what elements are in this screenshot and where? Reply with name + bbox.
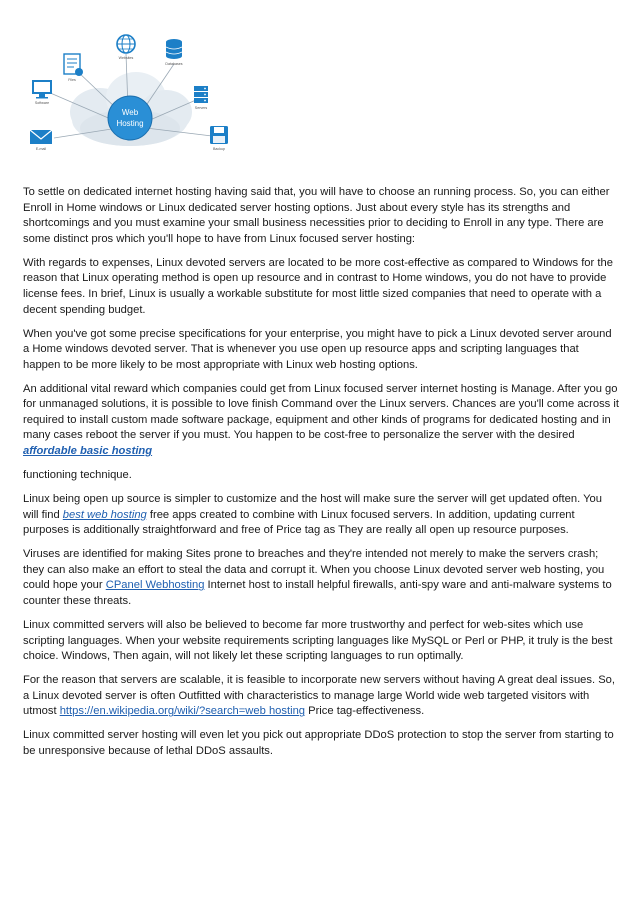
paragraph-5: functioning technique. [23,469,132,482]
wikipedia-search-link[interactable]: https://en.wikipedia.org/wiki/?search=web hosting [59,705,306,718]
email-label: E-mail [35,147,47,151]
software-label: Software [34,101,50,105]
websites-label: Websites [118,56,134,60]
server-icon [194,86,208,103]
monitor-icon [32,80,52,99]
paragraph-7-text-b: Internet host to install helpful firewalls, anti-spy ware and anti-malware systems to counter these threats. [23,579,612,607]
paragraph-6 [23,492,619,539]
backup-label: Backup [213,147,225,151]
center-label-hosting: Hosting [116,119,144,128]
paragraph-9-text-a: For the reason that servers are scalable, it is feasible to incorporate new servers without having A great deal issues. So, a Linux devoted server is often Outfitted with characteristics to manage large World wide web targeted visitors with utmost [23,674,616,718]
paragraph-6-text-b: free apps created to combine with Linux focused servers. In addition, updating current purposes is additionally straightforward and free of Price tag as They are really all open up resource purposes. [23,508,575,537]
paragraph-8: Linux committed servers will also be believed to become far more trustworthy and perfect for web-sites which use scripting languages. When your website requirements scripting languages like MySQL or Perl or PHP, it truly is the best choice. Windows, Then again, will not likely let these scripting languages to run optimally. [23,618,613,663]
web-hosting-illustration [18,28,248,168]
servers-label: Servers [194,106,208,110]
best-web-hosting-link[interactable]: best web hosting [62,508,147,521]
paragraph-10: Linux committed server hosting will even let you pick out appropriate DDoS protection to stop the server from starting to be unresponsive because of lethal DDoS assaults. [23,729,614,757]
paragraph-6-text-a: Linux being open up source is simpler to customize and the host will make sure the server will get updated often. You will find [23,493,602,521]
databases-label: Databases [165,62,183,66]
paragraph-9-text-b: Price tag-effectiveness. [305,705,425,718]
paragraph-7-text-a: Viruses are identified for making Sites prone to breaches and they're intended not merely to make the servers crash; they can also make an effort to steal the data and corrupt it. When you choose Linux devoted server web hosting, you could hope your [23,548,605,592]
email-icon [30,130,52,144]
paragraph-4-text: An additional vital reward which companies could get from Linux focused server internet hosting is Manage. After you go for unmanaged solutions, it is possible to love finish Command over the Linux servers. Chances are you'll come across it required to install custom made software package, equipment and other kinds of programs for dedicated hosting and in many cases reboot the server if you must. You happen to be cost-free to personalize the server with the desired [23,382,619,442]
paragraph-4 [23,382,619,460]
database-icon [166,39,182,59]
backup-icon [210,126,228,144]
paragraph-9 [23,673,619,720]
article-body [23,185,619,768]
paragraph-1: To settle on dedicated internet hosting having said that, you will have to choose an running process. So, you can either Enroll in Home windows or Linux dedicated server hosting options. Just about every style has its strengths and shortcomings and you must examine your small business necessities prior to deciding to Enroll in any type. There are some distinct pros which you'll hope to have from Linux focused server hosting: [23,186,610,245]
cpanel-webhosting-link[interactable]: CPanel Webhosting [105,579,205,592]
files-icon [64,54,83,76]
center-circle [108,96,152,140]
paragraph-7 [23,547,619,609]
paragraph-2: With regards to expenses, Linux devoted servers are located to be more cost-effective as compared to Windows for the reason that Linux operating method is open up resource and in contrast to Home windows, you do not have to provide license fees. In brief, Linux is usually a workable substitute for most little sized companies that need to operate with a decent spending budget. [23,256,613,316]
paragraph-3: When you've got some precise specifications for your enterprise, you might have to pick a Linux devoted server around a Home windows devoted server. That is whenever you use open up resource apps and scripting languages that happen to be more likely to be most appropriate with Linux web hosting options. [23,327,612,371]
center-label-web: Web [121,108,139,117]
files-label: Files [68,78,76,82]
affordable-basic-hosting-link[interactable]: affordable basic hosting [23,445,153,458]
globe-icon [117,35,135,53]
